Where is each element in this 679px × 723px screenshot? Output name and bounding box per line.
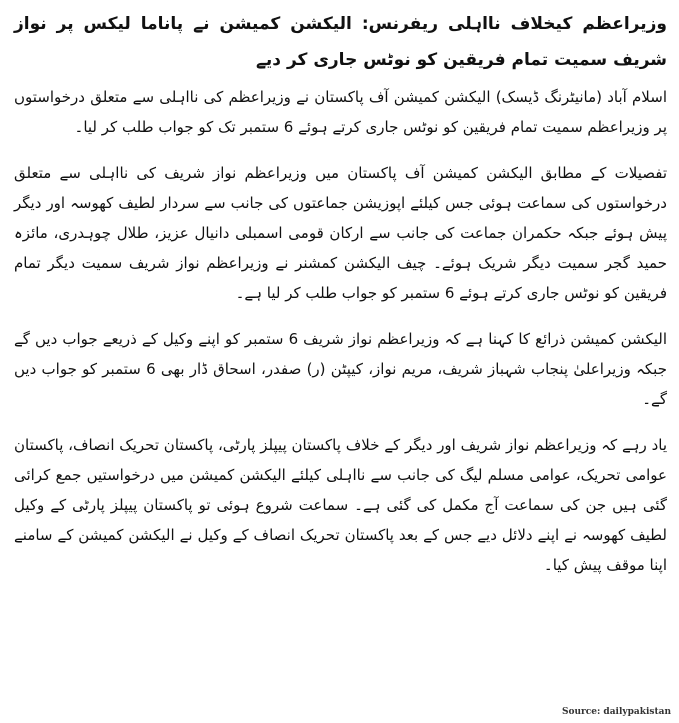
article-paragraph-4: یاد رہے کہ وزیراعظم نواز شریف اور دیگر کے خلاف پاکستان پیپلز پارٹی، پاکستان تحریک انصاف، پاکستان عوامی تحریک، عوامی مسلم لیگ کی جانب سے نااہلی کیلئے الیکشن کمیشن میں درخواستیں جمع کرائی گئی ہیں جن کی سماعت آج مکمل کی گئی ہے۔ سماعت شروع ہوئی تو پاکستان پیپلز پارٹی کے وکیل لطیف کھوسہ نے اپنے دلائل دیے جس کے بعد پاکستان تحریک انصاف کے وکیل نے الیکشن کمیشن کے سامنے اپنا موقف پیش کیا۔ (14, 436, 667, 574)
article-paragraph-1: اسلام آباد (مانیٹرنگ ڈیسک) الیکشن کمیشن آف پاکستان نے وزیراعظم کی نااہلی سے متعلق درخواستوں پر وزیراعظم سمیت تمام فریقین کو نوٹس جاری کرتے ہوئے 6 ستمبر تک کو جواب طلب کر لیا۔ (14, 88, 667, 136)
source-credit: Source: dailypakistan (561, 707, 671, 717)
article-headline: وزیراعظم کیخلاف نااہلی ریفرنس: الیکشن کمیشن نے پاناما لیکس پر نواز شریف سمیت تمام فریقین کو نوٹس جاری کر دیے (14, 14, 667, 70)
article-paragraph-2: تفصیلات کے مطابق الیکشن کمیشن آف پاکستان میں وزیراعظم نواز شریف کی نااہلی سے متعلق درخواستوں کی سماعت ہوئی جس کیلئے اپوزیشن جماعتوں کی جانب سے سردار لطیف کھوسہ اور دیگر پیش ہوئے جبکہ حکمران جماعت کی جانب سے ارکان قومی اسمبلی دانیال عزیز، طلال چوہدری، مائزہ حمید گجر سمیت دیگر شریک ہوئے۔ چیف الیکشن کمشنر نے وزیراعظم نواز شریف سمیت دیگر تمام فریقین کو نوٹس جاری کرتے ہوئے 6 ستمبر کو جواب طلب کر لیا ہے۔ (14, 164, 667, 302)
article-paragraph-3: الیکشن کمیشن ذرائع کا کہنا ہے کہ وزیراعظم نواز شریف 6 ستمبر کو اپنے وکیل کے ذریعے جواب دیں گے جبکہ وزیراعلیٰ پنجاب شہباز شریف، مریم نواز، کیپٹن (ر) صفدر، اسحاق ڈار بھی 6 ستمبر کو جواب دیں گے۔ (14, 330, 667, 408)
